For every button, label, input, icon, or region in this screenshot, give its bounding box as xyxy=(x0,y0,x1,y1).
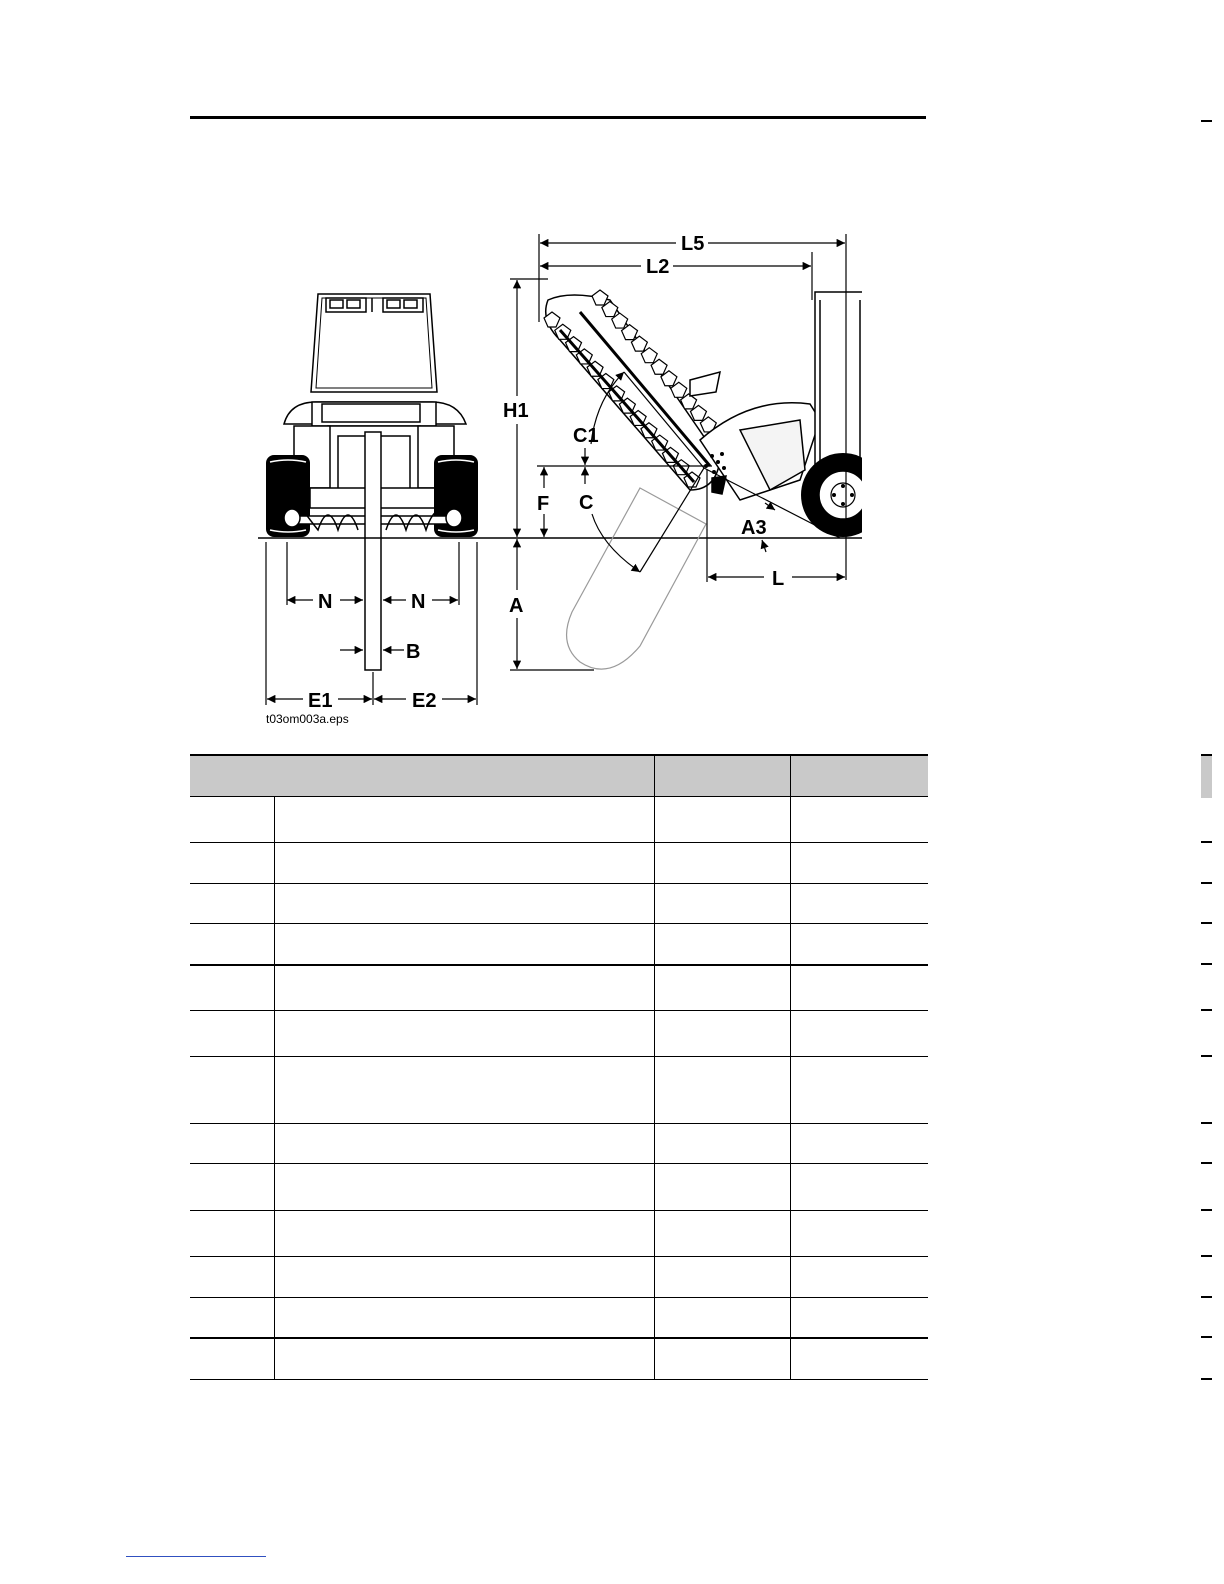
spec-cell-c4 xyxy=(790,1211,928,1257)
spec-cell-c3 xyxy=(654,924,790,965)
label-n-right: N xyxy=(411,591,426,613)
spec-cell-c2 xyxy=(274,965,654,1011)
spec-cell-c2 xyxy=(274,1298,654,1338)
spec-cell-c1 xyxy=(190,797,274,843)
label-l5: L5 xyxy=(681,233,705,255)
label-a: A xyxy=(509,595,524,617)
spec-cell-c4 xyxy=(790,843,928,884)
spec-cell-c2 xyxy=(274,797,654,843)
spec-cell-c1 xyxy=(190,1011,274,1057)
label-l: L xyxy=(772,568,785,590)
front-view-boom xyxy=(365,432,381,670)
next-page-row-edge xyxy=(1201,1378,1212,1380)
spec-cell-c2 xyxy=(274,1057,654,1124)
spec-table-row xyxy=(190,1257,928,1298)
figure-crop xyxy=(862,260,902,560)
spec-cell-c4 xyxy=(790,797,928,843)
next-page-row-edge xyxy=(1201,1336,1212,1338)
spec-table-row xyxy=(190,924,928,965)
next-page-row-edge xyxy=(1201,1009,1212,1011)
label-a3: A3 xyxy=(741,517,767,539)
spec-cell-c3 xyxy=(654,1164,790,1211)
spec-cell-c2 xyxy=(274,1211,654,1257)
spec-table-row xyxy=(190,1298,928,1338)
label-b: B xyxy=(406,641,421,663)
label-e1: E1 xyxy=(308,690,333,712)
spec-cell-c2 xyxy=(274,884,654,924)
spec-table-row xyxy=(190,884,928,924)
spec-table-row xyxy=(190,797,928,843)
figure-caption: t03om003a.eps xyxy=(266,712,349,726)
spec-cell-c2 xyxy=(274,1124,654,1164)
next-page-row-edge xyxy=(1201,963,1212,965)
next-page-row-edge xyxy=(1201,1162,1212,1164)
spec-cell-c2 xyxy=(274,1011,654,1057)
spec-cell-c1 xyxy=(190,843,274,884)
spec-cell-c3 xyxy=(654,843,790,884)
spec-cell-c4 xyxy=(790,1124,928,1164)
spec-cell-c1 xyxy=(190,1057,274,1124)
spec-cell-c1 xyxy=(190,965,274,1011)
next-page-row-edge xyxy=(1201,882,1212,884)
spec-cell-c4 xyxy=(790,965,928,1011)
spec-cell-c4 xyxy=(790,884,928,924)
label-c: C xyxy=(579,492,594,514)
label-l2: L2 xyxy=(646,256,670,278)
label-h1: H1 xyxy=(503,400,529,422)
spec-header-description xyxy=(190,755,654,797)
spec-cell-c1 xyxy=(190,1164,274,1211)
spec-cell-c2 xyxy=(274,1338,654,1380)
spec-cell-c1 xyxy=(190,924,274,965)
spec-cell-c4 xyxy=(790,924,928,965)
label-n-left: N xyxy=(318,591,333,613)
spec-table-row xyxy=(190,1164,928,1211)
spec-cell-c3 xyxy=(654,965,790,1011)
spec-cell-c1 xyxy=(190,1298,274,1338)
spec-table-row xyxy=(190,1011,928,1057)
spec-cell-c3 xyxy=(654,1338,790,1380)
spec-cell-c2 xyxy=(274,843,654,884)
spec-cell-c3 xyxy=(654,1124,790,1164)
spec-cell-c1 xyxy=(190,1124,274,1164)
spec-table-row xyxy=(190,965,928,1011)
next-page-row-edge xyxy=(1201,841,1212,843)
spec-cell-c3 xyxy=(654,797,790,843)
label-c1: C1 xyxy=(573,425,599,447)
spec-cell-c1 xyxy=(190,1211,274,1257)
label-e2: E2 xyxy=(412,690,437,712)
spec-cell-c1 xyxy=(190,1338,274,1380)
spec-header-col-b xyxy=(790,755,928,797)
spec-cell-c2 xyxy=(274,1257,654,1298)
spec-table-row xyxy=(190,1124,928,1164)
spec-table-row xyxy=(190,1211,928,1257)
spec-cell-c4 xyxy=(790,1011,928,1057)
spec-cell-c3 xyxy=(654,1257,790,1298)
next-page-row-edge xyxy=(1201,1209,1212,1211)
next-page-table-edge xyxy=(1201,754,1212,798)
chain-tooth xyxy=(592,290,608,305)
spec-cell-c3 xyxy=(654,1057,790,1124)
next-page-row-edge xyxy=(1201,922,1212,924)
next-page-row-edge xyxy=(1201,1122,1212,1124)
spec-cell-c4 xyxy=(790,1057,928,1124)
spec-table-row xyxy=(190,1338,928,1380)
next-page-row-edge xyxy=(1201,1055,1212,1057)
label-f: F xyxy=(537,493,550,515)
spec-cell-c4 xyxy=(790,1257,928,1298)
spec-cell-c3 xyxy=(654,1298,790,1338)
next-page-row-edge xyxy=(1201,1255,1212,1257)
spec-cell-c1 xyxy=(190,884,274,924)
spec-cell-c3 xyxy=(654,884,790,924)
next-page-row-edge xyxy=(1201,1296,1212,1298)
spec-cell-c3 xyxy=(654,1011,790,1057)
spec-cell-c4 xyxy=(790,1298,928,1338)
spec-cell-c2 xyxy=(274,1164,654,1211)
spec-table-row xyxy=(190,1057,928,1124)
spec-cell-c2 xyxy=(274,924,654,965)
trencher-dimension-diagram xyxy=(0,0,1224,740)
spec-cell-c4 xyxy=(790,1164,928,1211)
spec-table-header xyxy=(190,755,928,797)
footer-link-underline xyxy=(126,1556,266,1557)
spec-cell-c1 xyxy=(190,1257,274,1298)
spec-cell-c4 xyxy=(790,1338,928,1380)
spec-table-row xyxy=(190,843,928,884)
specification-table xyxy=(190,754,928,1380)
lowered-boom-outline xyxy=(567,488,706,669)
spec-cell-c3 xyxy=(654,1211,790,1257)
spec-header-col-a xyxy=(654,755,790,797)
